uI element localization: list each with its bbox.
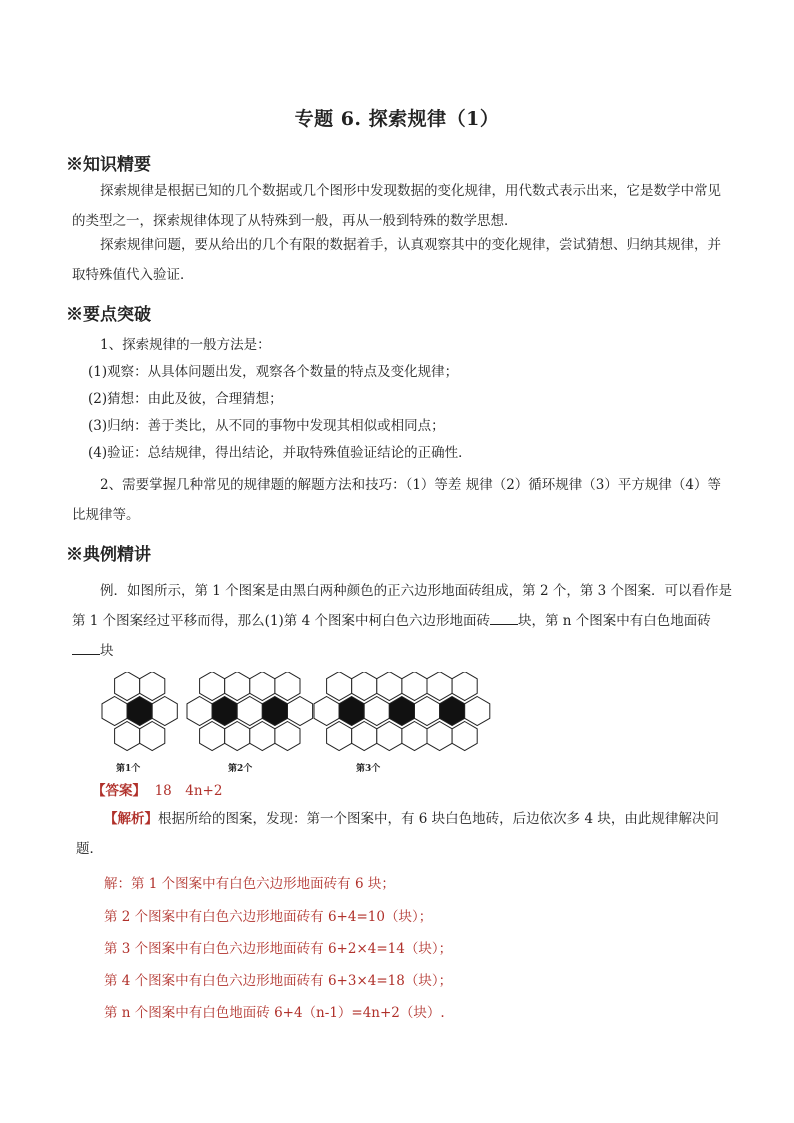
answer-line bbox=[92, 779, 222, 799]
figure-caption-1: 第1个 bbox=[116, 764, 141, 774]
knowledge-paragraph-1: 探索规律是根据已知的几个数据或几个图形中发现数据的变化规律，用代数式表示出来，它是数学中常见的类型之一，探索规律体现了从特殊到一般，再从一般到特殊的数学思想． bbox=[72, 183, 721, 229]
white-hexagon-tile bbox=[427, 672, 452, 701]
white-hexagon-tile bbox=[140, 672, 165, 701]
black-hexagon-tile bbox=[127, 697, 152, 726]
white-hexagon-tile bbox=[152, 697, 177, 726]
white-hexagon-tile bbox=[314, 697, 339, 726]
white-hexagon-tile bbox=[187, 697, 212, 726]
white-hexagon-tile bbox=[225, 672, 250, 701]
black-hexagon-tile bbox=[440, 697, 465, 726]
white-hexagon-tile bbox=[225, 722, 250, 751]
black-hexagon-tile bbox=[262, 697, 287, 726]
solution-line-4: 第 4 个图案中有白色六边形地面砖有 6+3×4=18（块）； bbox=[104, 973, 453, 989]
white-hexagon-tile bbox=[237, 697, 262, 726]
white-hexagon-tile bbox=[352, 722, 377, 751]
black-hexagon-tile bbox=[212, 697, 237, 726]
section-heading-keypoints: ※要点突破 bbox=[66, 305, 151, 325]
white-hexagon-tile bbox=[452, 722, 477, 751]
white-hexagon-tile bbox=[465, 697, 490, 726]
white-hexagon-tile bbox=[250, 672, 275, 701]
solution-line-2: 第 2 个图案中有白色六边形地面砖有 6+4=10（块）； bbox=[104, 909, 433, 925]
knowledge-paragraph-2: 探索规律问题，要从给出的几个有限的数据着手，认真观察其中的变化规律，尝试猜想、归纳其规律，并取特殊值代入验证． bbox=[72, 237, 721, 283]
white-hexagon-tile bbox=[377, 722, 402, 751]
keypoint-paragraph-2: 2、需要掌握几种常见的规律题的解题方法和技巧：（1）等差 规律（2）循环规律（3）平方规律（4）等比规律等。 bbox=[72, 477, 721, 523]
white-hexagon-tile bbox=[200, 672, 225, 701]
keypoint-item-observe: (1)观察：从具体问题出发，观察各个数量的特点及变化规律； bbox=[88, 364, 459, 380]
keypoint-item-guess: (2)猜想：由此及彼，合理猜想； bbox=[88, 391, 283, 407]
white-hexagon-tile bbox=[102, 697, 127, 726]
white-hexagon-tile bbox=[288, 697, 313, 726]
solution-line-1: 解：第 1 个图案中有白色六边形地面砖有 6 块； bbox=[104, 876, 395, 892]
keypoint-item-induce: (3)归纳：善于类比，从不同的事物中发现其相似或相同点； bbox=[88, 418, 445, 434]
white-hexagon-tile bbox=[415, 697, 440, 726]
keypoint-item-verify: (4)验证：总结规律，得出结论，并取特殊值验证结论的正确性． bbox=[88, 445, 472, 461]
answer-label: 【答案】 bbox=[92, 783, 146, 799]
hexagon-patterns-figure bbox=[98, 672, 498, 757]
white-hexagon-tile bbox=[352, 672, 377, 701]
white-hexagon-tile bbox=[275, 722, 300, 751]
white-hexagon-tile bbox=[200, 722, 225, 751]
white-hexagon-tile bbox=[115, 672, 140, 701]
figure-caption-2: 第2个 bbox=[228, 764, 253, 774]
white-hexagon-tile bbox=[327, 672, 352, 701]
black-hexagon-tile bbox=[339, 697, 364, 726]
section-heading-knowledge: ※知识精要 bbox=[66, 155, 151, 175]
analysis-label: 【解析】 bbox=[104, 811, 158, 827]
example-question: 例．如图所示，第 1 个图案是由黑白两种颜色的正六边形地面砖组成，第 2 个，第 3 个图案．可以看作是第 1 个图案经过平移而得，那么(1)第 4 个图案中柯白色六边形地面砖 块，第 n 个图案中有白色地面砖块 bbox=[72, 583, 733, 659]
white-hexagon-tile bbox=[115, 722, 140, 751]
white-hexagon-tile bbox=[140, 722, 165, 751]
keypoint-intro: 1、探索规律的一般方法是： bbox=[100, 337, 271, 353]
solution-line-5: 第 n 个图案中有白色地面砖 6+4（n-1）=4n+2（块）. bbox=[104, 1005, 445, 1021]
solution-line-3: 第 3 个图案中有白色六边形地面砖有 6+2×4=14（块）； bbox=[104, 941, 453, 957]
white-hexagon-tile bbox=[377, 672, 402, 701]
analysis-paragraph: 【解析】根据所给的图案，发现：第一个图案中，有 6 块白色地砖，后边依次多 4 块，由此规律解决问题． bbox=[76, 811, 719, 857]
answer-blank-2 bbox=[72, 642, 100, 655]
white-hexagon-tile bbox=[427, 722, 452, 751]
white-hexagon-tile bbox=[452, 672, 477, 701]
black-hexagon-tile bbox=[389, 697, 414, 726]
figure-caption-3: 第3个 bbox=[356, 764, 381, 774]
page-title: 专题 6. 探索规律（1） bbox=[294, 108, 500, 130]
section-heading-examples: ※典例精讲 bbox=[66, 545, 151, 565]
answer-blank-1 bbox=[490, 612, 518, 625]
white-hexagon-tile bbox=[327, 722, 352, 751]
white-hexagon-tile bbox=[275, 672, 300, 701]
white-hexagon-tile bbox=[364, 697, 389, 726]
white-hexagon-tile bbox=[402, 672, 427, 701]
white-hexagon-tile bbox=[402, 722, 427, 751]
answer-value: 18 4n+2 bbox=[154, 783, 223, 799]
white-hexagon-tile bbox=[250, 722, 275, 751]
